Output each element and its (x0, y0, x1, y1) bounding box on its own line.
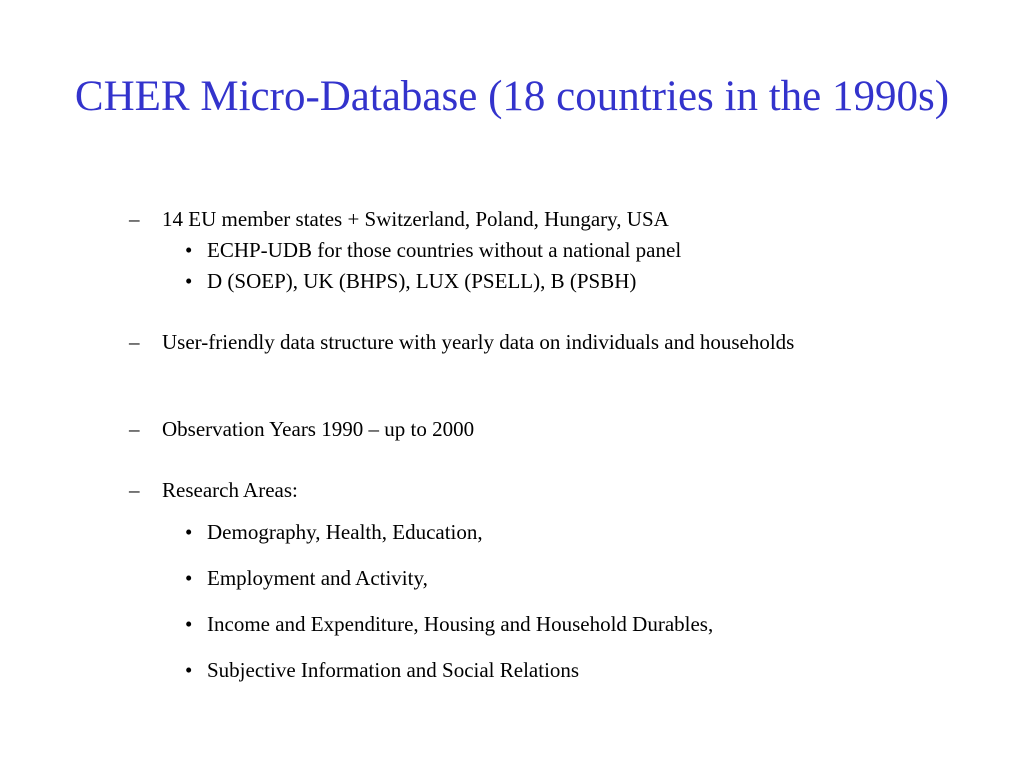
bullet-text: Observation Years 1990 – up to 2000 (162, 417, 475, 441)
sub-bullet-text: Demography, Health, Education, (207, 520, 483, 544)
bullet-item (129, 207, 829, 232)
bullet-item (129, 478, 829, 503)
sub-bullet-item (185, 566, 885, 591)
sub-bullet-text: Income and Expenditure, Housing and Household Durables, (207, 612, 714, 636)
bullet-item (129, 417, 829, 442)
dash-marker: – (129, 330, 140, 354)
sub-bullet-item (185, 520, 885, 545)
slide-title: CHER Micro-Database (18 countries in the 1990s) (74, 73, 950, 120)
bullet-marker: • (185, 658, 193, 682)
bullet-marker: • (185, 269, 193, 293)
sub-bullet-text: Subjective Information and Social Relations (207, 658, 580, 682)
sub-bullet-text: Employment and Activity, (207, 566, 428, 590)
sub-bullet-item (185, 612, 885, 637)
sub-bullet-text: D (SOEP), UK (BHPS), LUX (PSELL), B (PSBH) (207, 269, 637, 293)
bullet-text: 14 EU member states + Switzerland, Poland, Hungary, USA (162, 207, 669, 231)
dash-marker: – (129, 207, 140, 231)
sub-bullet-text: ECHP-UDB for those countries without a national panel (207, 238, 682, 262)
dash-marker: – (129, 417, 140, 441)
bullet-marker: • (185, 612, 193, 636)
bullet-marker: • (185, 238, 193, 262)
sub-bullet-item (185, 269, 885, 294)
bullet-item (129, 330, 829, 355)
bullet-text: Research Areas: (162, 478, 298, 502)
dash-marker: – (129, 478, 140, 502)
sub-bullet-item (185, 658, 885, 683)
bullet-text: User-friendly data structure with yearly data on individuals and households (162, 330, 795, 354)
bullet-marker: • (185, 520, 193, 544)
bullet-marker: • (185, 566, 193, 590)
sub-bullet-item (185, 238, 885, 263)
